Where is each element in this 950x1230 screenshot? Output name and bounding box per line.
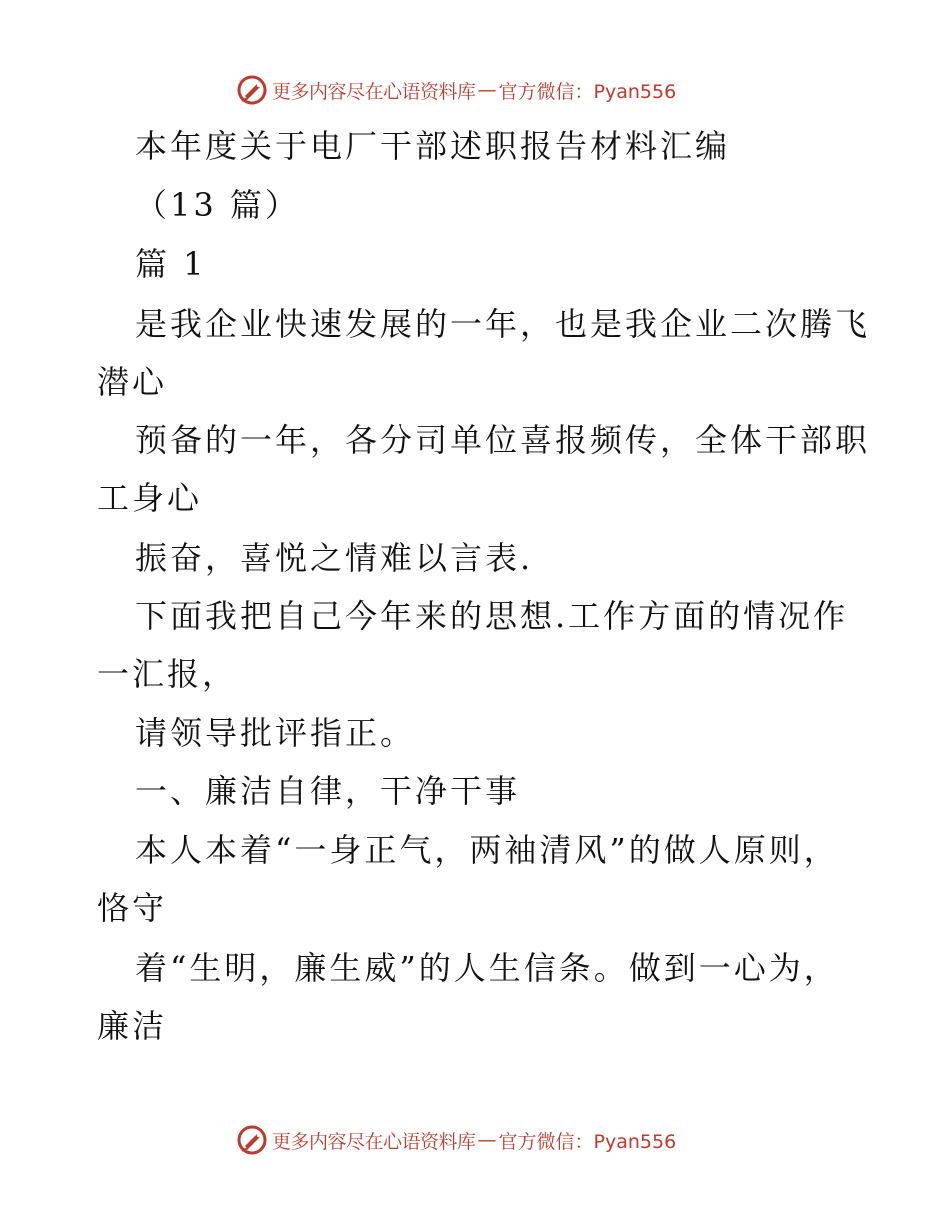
section-heading: 篇 1 <box>135 245 207 283</box>
watermark-brand: 更多内容尽在心语资料库 <box>272 80 476 103</box>
footer-watermark <box>236 1122 676 1158</box>
paragraph-line: 廉洁 <box>97 1007 168 1045</box>
paragraph-line: 恪守 <box>97 889 168 927</box>
watermark-separator: — <box>477 1129 497 1151</box>
paragraph-line: 工身心 <box>97 479 203 517</box>
subsection-heading: 一、廉洁自律，干净干事 <box>135 772 521 810</box>
header-watermark <box>236 72 676 108</box>
watermark-separator: — <box>477 79 497 101</box>
watermark-brand: 更多内容尽在心语资料库 <box>272 1130 476 1153</box>
paragraph-line: 本人本着“一身正气，两袖清风”的做人原则， <box>135 831 839 869</box>
paragraph-line: 是我企业快速发展的一年，也是我企业二次腾飞 <box>135 305 871 343</box>
paragraph-line: 一汇报， <box>97 655 238 693</box>
paragraph-line: 预备的一年，各分司单位喜报频传，全体干部职 <box>135 421 871 459</box>
document-title-line-1: 本年度关于电厂干部述职报告材料汇编 <box>135 127 731 165</box>
pen-nib-logo-icon <box>236 74 268 106</box>
pen-nib-logo-icon <box>236 1124 268 1156</box>
document-title-line-2: （13 篇） <box>135 186 300 224</box>
paragraph-line: 潜心 <box>97 363 168 401</box>
paragraph-line: 请领导批评指正。 <box>135 714 416 752</box>
paragraph-line: 着“生明，廉生威”的人生信条。做到一心为， <box>135 949 839 987</box>
paragraph-line: 振奋，喜悦之情难以言表. <box>135 539 534 577</box>
watermark-wechat: 官方微信：Pyan556 <box>498 80 677 103</box>
paragraph-line: 下面我把自己今年来的思想.工作方面的情况作 <box>135 597 849 635</box>
watermark-wechat: 官方微信：Pyan556 <box>498 1130 677 1153</box>
